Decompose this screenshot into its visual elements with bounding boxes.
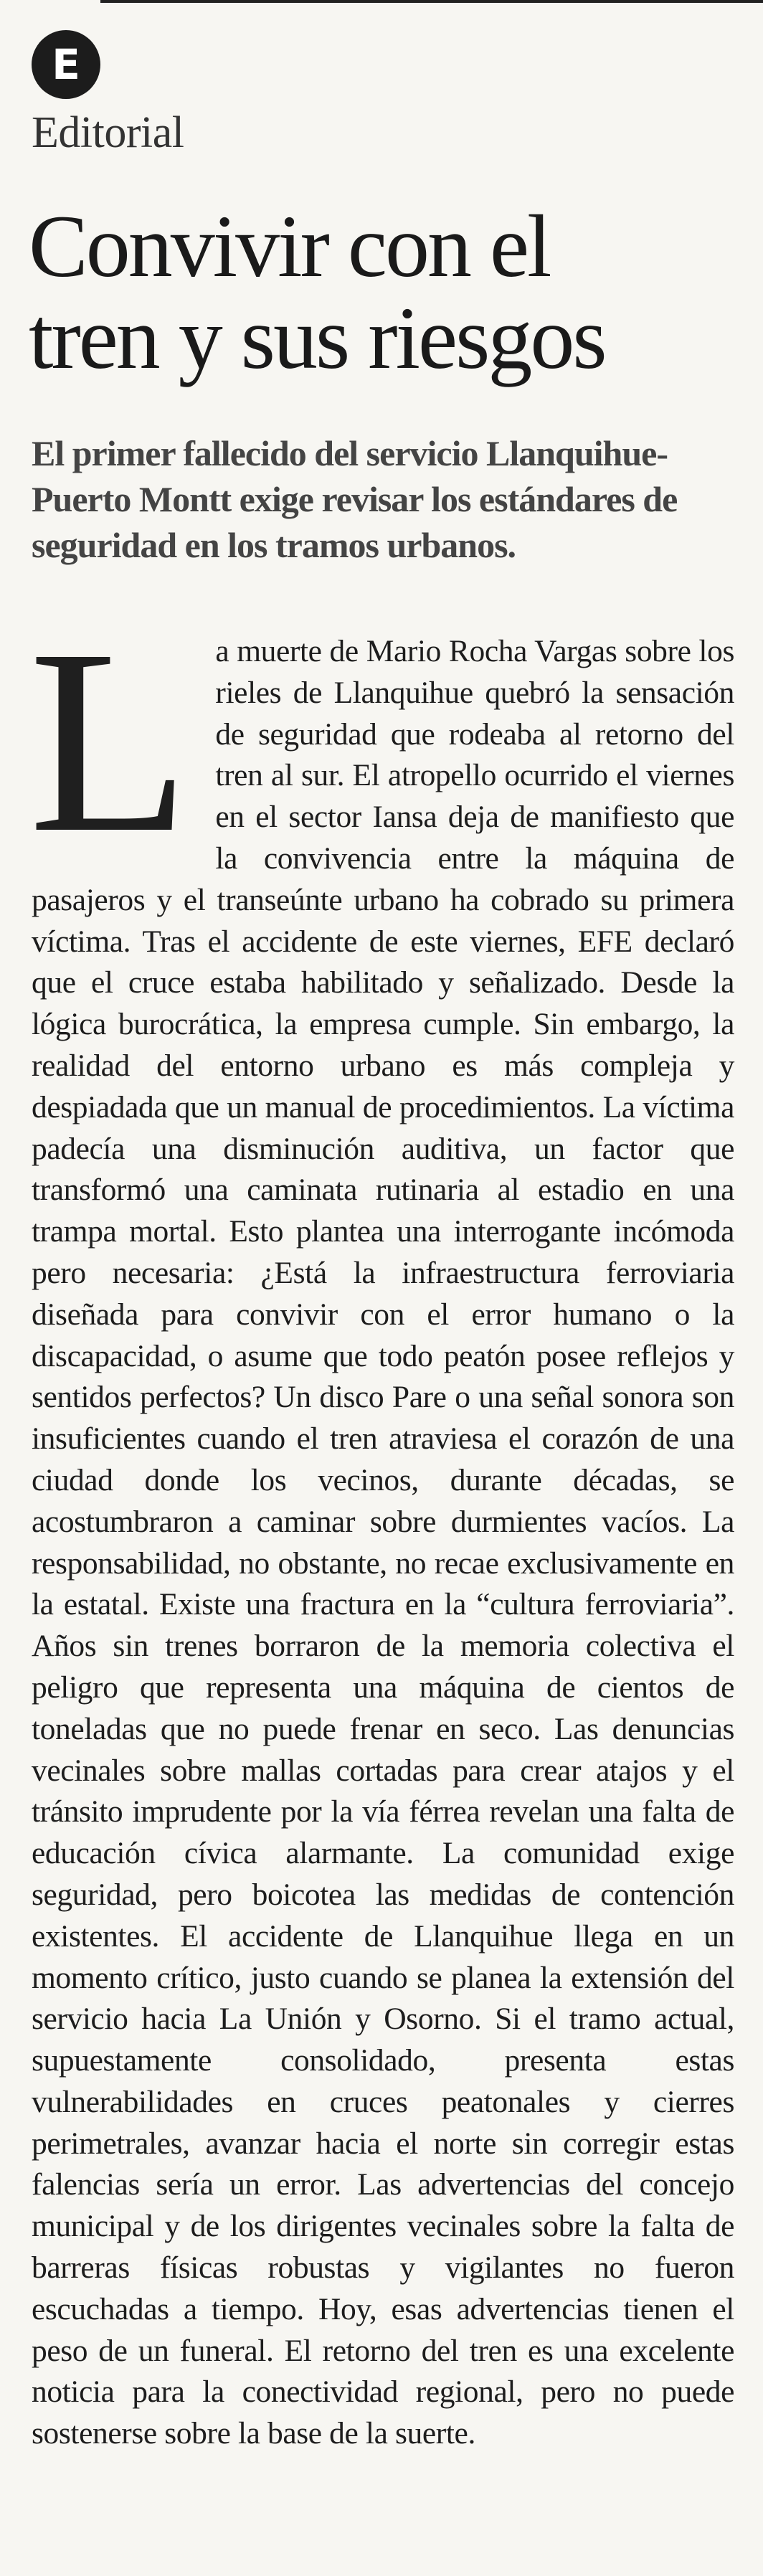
section-label: Editorial	[32, 108, 184, 157]
deck-subtitle: El primer fallecido del servicio Llanquihue-Puerto Montt exige revisar los estándares de seguridad en los tramos urbanos.	[32, 433, 678, 565]
section-badge: E	[32, 30, 100, 99]
article-body	[29, 595, 734, 2455]
headline-line-1: Convivir con el	[29, 197, 550, 295]
drop-cap: L	[29, 595, 190, 887]
headline-line-2: tren y sus riesgos	[29, 289, 605, 387]
top-rule	[100, 0, 763, 3]
headline	[29, 197, 739, 387]
article-body-text: a muerte de Mario Rocha Vargas sobre los rieles de Llanquihue quebró la sensación de seguridad que rodeaba al retorno del tren al sur. El atropello ocurrido el viernes en el sector Iansa deja de manifiesto que la convivencia entre la máquina de pasajeros y el transeúnte urbano ha cobrado su primera víctima. Tras el accidente de este viernes, EFE declaró que el cruce estaba habilitado y señalizado. Desde la lógica burocrática, la empresa cumple. Sin embargo, la realidad del entorno urbano es más compleja y despiadada que un manual de procedimientos. La víctima padecía una disminución auditiva, un factor que transformó una caminata rutinaria al estadio en una trampa mortal. Esto plantea una interrogante incómoda pero necesaria: ¿Está la infraestructura ferroviaria diseñada para convivir con el error humano o la discapacidad, o asume que todo peatón posee reflejos y sentidos perfectos? Un disco Pare o una señal sonora son insuficientes cuando el tren atraviesa el corazón de una ciudad donde los vecinos, durante décadas, se acostumbraron a caminar sobre durmientes vacíos. La responsabilidad, no obstante, no recae exclusivamente en la estatal. Existe una fractura en la “cultura ferroviaria”. Años sin trenes borraron de la memoria colectiva el peligro que representa una máquina de cientos de toneladas que no puede frenar en seco. Las denuncias vecinales sobre mallas cortadas para crear atajos y el tránsito imprudente por la vía férrea revelan una falta de educación cívica alarmante. La comunidad exige seguridad, pero boicotea las medidas de contención existentes. El accidente de Llanquihue llega en un momento crítico, justo cuando se planea la extensión del servicio hacia La Unión y Osorno. Si el tramo actual, supuestamente consolidado, presenta estas vulnerabilidades en cruces peatonales y cierres perimetrales, avanzar hacia el norte sin corregir estas falencias sería un error. Las advertencias del concejo municipal y de los dirigentes vecinales sobre la falta de barreras físicas robustas y vigilantes no fueron escuchadas a tiempo. Hoy, esas advertencias tienen el peso de un funeral. El retorno del tren es una excelente noticia para la conectividad regional, pero no puede sostenerse sobre la base de la suerte.	[32, 634, 734, 2451]
